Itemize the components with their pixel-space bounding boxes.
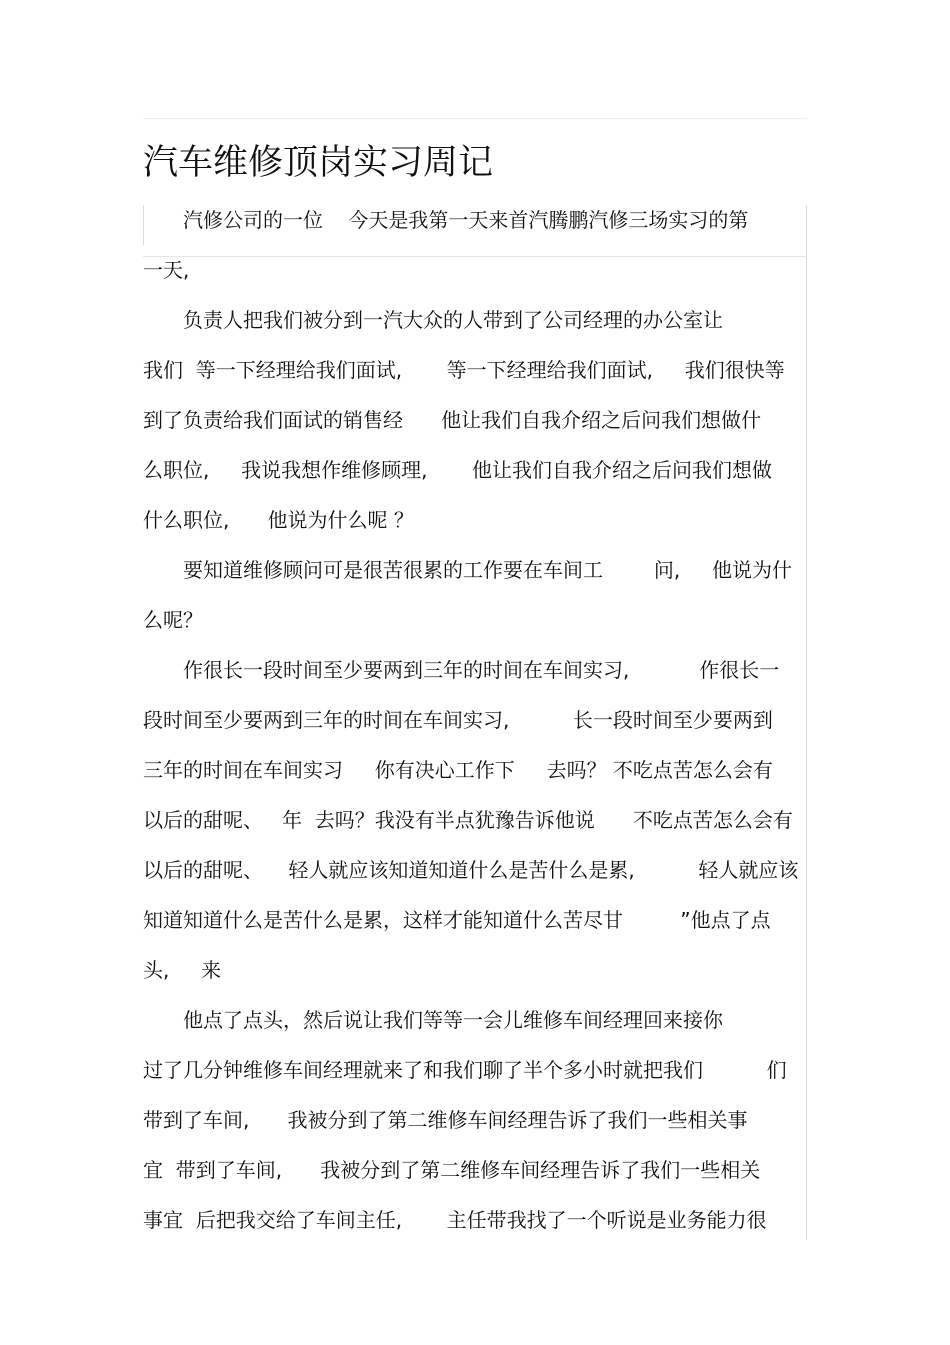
text-line-8: 要知道维修顾问可是很苦很累的工作要在车间工 问, 他说为什 — [183, 558, 793, 582]
text-line-6: 么职位, 我说我想作维修顾理, 他让我们自我介绍之后问我们想做 — [143, 458, 773, 482]
text-line-12: 三年的时间在车间实习 你有决心工作下 去吗？ 不吃点苦怎么会有 — [143, 758, 773, 782]
text-line-2: 一天, — [143, 258, 190, 282]
text-line-9: 么呢？ — [143, 608, 203, 632]
text-line-15: 知道知道什么是苦什么是累，这样才能知道什么苦尽甘 ”他点了点 — [143, 908, 771, 932]
text-line-5: 到了负责给我们面试的销售经 他让我们自我介绍之后问我们想做什 — [143, 408, 762, 432]
text-line-4: 我们 等一下经理给我们面试, 等一下经理给我们面试, 我们很快等 — [143, 358, 785, 382]
text-line-14: 以后的甜呢、 轻人就应该知道知道什么是苦什么是累, 轻人就应该 — [143, 858, 799, 882]
section-divider — [143, 256, 807, 257]
text-line-18: 过了几分钟维修车间经理就来了和我们聊了半个多小时就把我们 们 — [143, 1058, 787, 1082]
text-line-17: 他点了点头，然后说让我们等等一会儿维修车间经理回来接你 — [183, 1008, 723, 1032]
text-line-13: 以后的甜呢、 年 去吗？我没有半点犹豫告诉他说 不吃点苦怎么会有 — [143, 808, 793, 832]
text-line-11: 段时间至少要两到三年的时间在车间实习, 长一段时间至少要两到 — [143, 708, 773, 732]
text-line-7: 什么职位, 他说为什么呢 ？ — [143, 508, 414, 532]
text-line-19: 带到了车间, 我被分到了第二维修车间经理告诉了我们一些相关事 — [143, 1108, 748, 1132]
text-line-10: 作很长一段时间至少要两到三年的时间在车间实习, 作很长一 — [183, 658, 780, 682]
top-border — [143, 118, 807, 119]
right-border — [806, 205, 807, 1240]
document-title: 汽车维修顶岗实习周记 — [143, 143, 494, 183]
text-line-21: 事宜 后把我交给了车间主任, 主任带我找了一个听说是业务能力很 — [143, 1208, 767, 1232]
text-line-20: 宜 带到了车间, 我被分到了第二维修车间经理告诉了我们一些相关 — [143, 1158, 761, 1182]
text-line-3: 负责人把我们被分到一汽大众的人带到了公司经理的办公室让 — [183, 308, 723, 332]
text-line-1: 汽修公司的一位 今天是我第一天来首汽腾鹏汽修三场实习的第 — [183, 208, 749, 232]
text-line-16: 头, 来 — [143, 958, 222, 982]
left-border — [143, 205, 144, 245]
